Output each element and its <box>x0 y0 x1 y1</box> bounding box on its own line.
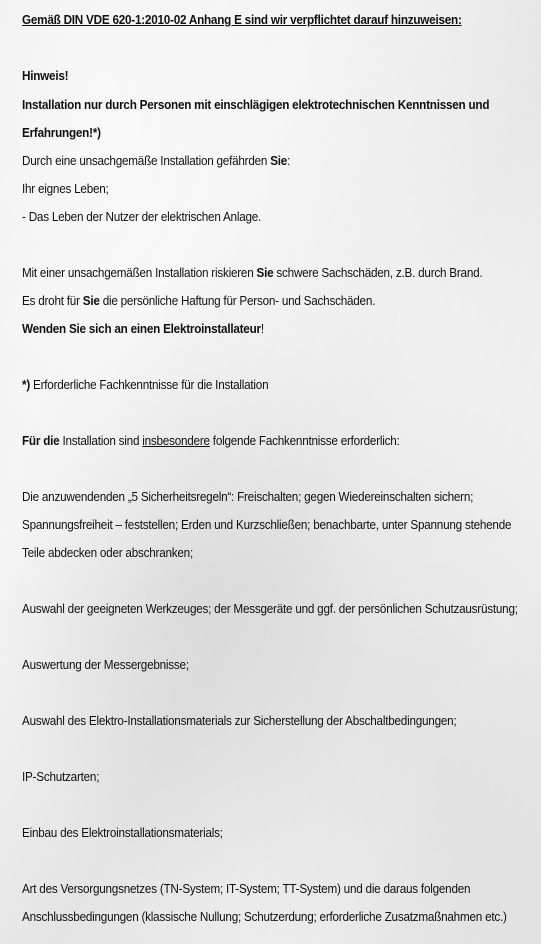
requirement-tools: Auswahl der geeigneten Werkzeuges; der Messgeräte und ggf. der persönlichen Schutzausrüstung; <box>22 602 518 616</box>
warning-line-1: Installation nur durch Personen mit einschlägigen elektrotechnischen Kenntnissen und <box>22 98 490 112</box>
liability-sie: Sie <box>82 294 100 308</box>
requirement-network-line-2: Anschlussbedingungen (klassische Nullung; Schutzerdung; erforderliche Zusatzmaßnahmen etc.) <box>22 910 507 924</box>
requirements-intro-a: Für die <box>22 434 60 448</box>
requirement-ip-protection: IP-Schutzarten; <box>22 770 100 784</box>
hinweis-title: Hinweis! <box>22 69 69 83</box>
contact-text: Wenden Sie sich an einen Elektroinstallateur <box>22 322 261 336</box>
risk-sie: Sie <box>256 266 274 280</box>
risk-text: Mit einer unsachgemäßen Installation riskieren <box>22 266 257 280</box>
danger-intro-sie: Sie <box>270 154 288 168</box>
document-heading: Gemäß DIN VDE 620-1:2010-02 Anhang E sind wir verpflichtet darauf hinzuweisen: <box>22 13 462 27</box>
liability-sentence <box>22 293 375 309</box>
requirement-safety-rules-line-1: Die anzuwendenden „5 Sicherheitsregeln“: Freischalten; gegen Wiedereinschalten sichern; <box>22 490 474 504</box>
requirement-network-line-1: Art des Versorgungsnetzes (TN-System; IT-System; TT-System) und die daraus folgenden <box>22 882 471 896</box>
own-life-item: Ihr eignes Leben; <box>22 182 109 196</box>
footnote-text: Erforderliche Fachkenntnisse für die Installation <box>30 378 269 392</box>
requirements-intro-emphasis: insbesondere <box>142 434 210 448</box>
requirement-materials: Auswahl des Elektro-Installationsmaterials zur Sicherstellung der Abschaltbedingungen; <box>22 714 457 728</box>
requirement-installation: Einbau des Elektroinstallationsmaterials; <box>22 826 223 840</box>
users-life-item: - Das Leben der Nutzer der elektrischen Anlage. <box>22 210 262 224</box>
liability-text: Es droht für <box>22 294 83 308</box>
contact-electrician <box>22 321 264 337</box>
warning-line-2: Erfahrungen!*) <box>22 126 101 140</box>
liability-text-end: die persönliche Haftung für Person- und Sachschäden. <box>99 294 376 308</box>
requirements-intro-d: folgende Fachkenntnisse erforderlich: <box>209 434 400 448</box>
requirement-safety-rules-line-3: Teile abdecken oder abschranken; <box>22 546 193 560</box>
requirement-safety-rules-line-2: Spannungsfreiheit – feststellen; Erden und Kurzschließen; benachbarte, unter Spannung stehende <box>22 518 512 532</box>
contact-exclamation: ! <box>260 322 264 336</box>
requirements-intro <box>22 433 400 449</box>
danger-intro <box>22 153 290 169</box>
danger-intro-end: : <box>287 154 291 168</box>
footnote <box>22 377 268 393</box>
requirements-intro-b: Installation sind <box>59 434 143 448</box>
requirement-measurements: Auswertung der Messergebnisse; <box>22 658 189 672</box>
risk-text-end: schwere Sachschäden, z.B. durch Brand. <box>273 266 483 280</box>
risk-sentence <box>22 265 482 281</box>
footnote-mark: *) <box>22 378 31 392</box>
danger-intro-text: Durch eine unsachgemäße Installation gefährden <box>22 154 271 168</box>
